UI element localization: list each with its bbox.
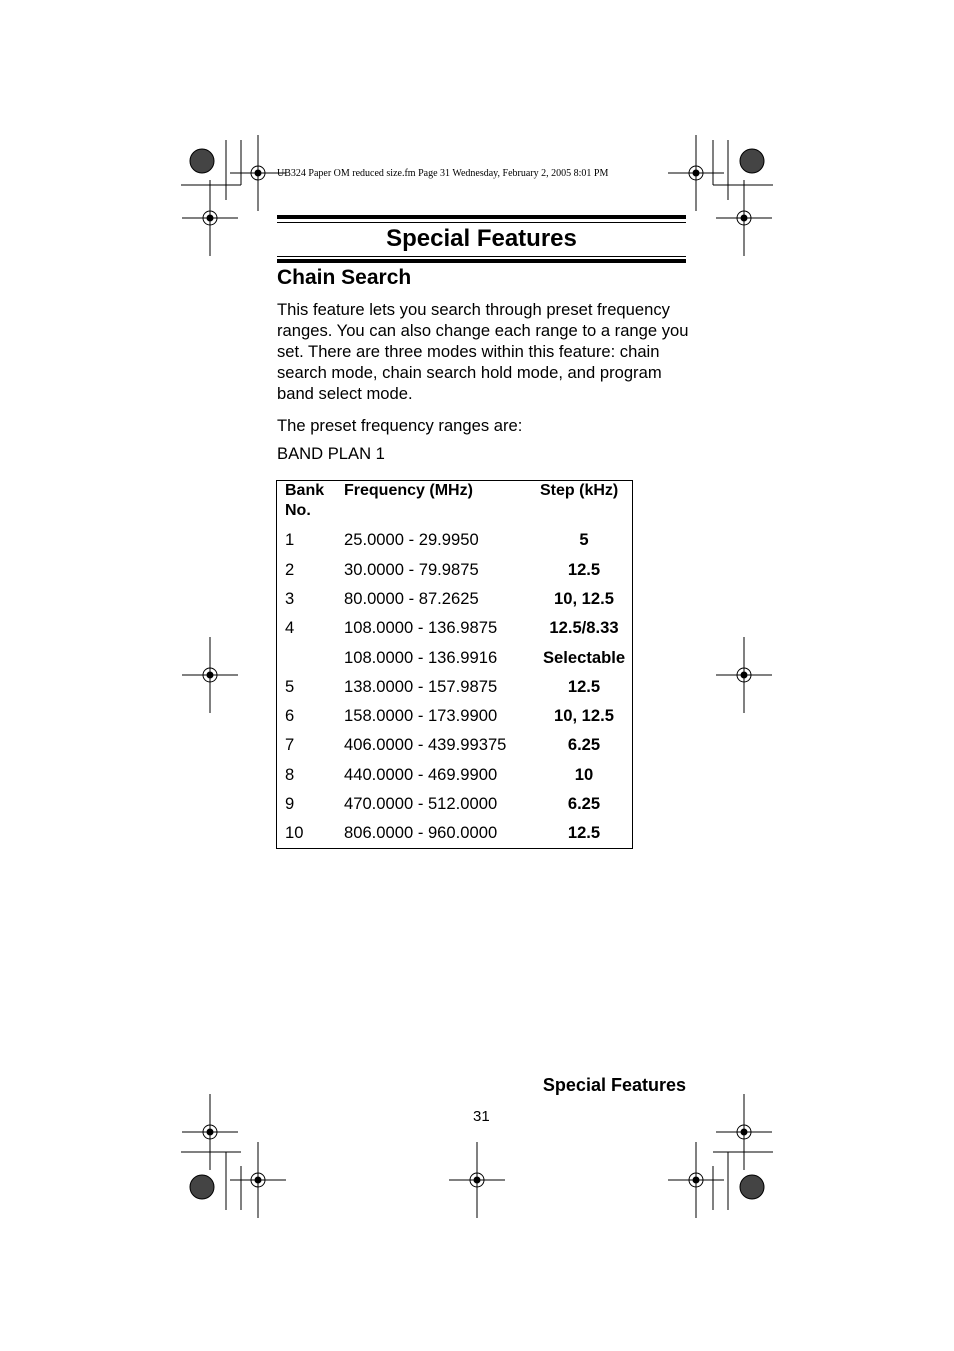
cell-frequency: 30.0000 - 79.9875	[344, 560, 479, 579]
cell-step: Selectable	[542, 648, 626, 667]
cell-bank: 7	[285, 735, 295, 754]
frequency-table	[276, 480, 633, 849]
cell-frequency: 25.0000 - 29.9950	[344, 530, 479, 549]
cell-bank: 2	[285, 560, 295, 579]
title-rule-bottom-thin	[277, 256, 686, 257]
cell-step: 12.5/8.33	[549, 618, 619, 637]
cell-bank: 4	[285, 618, 295, 637]
footer-section-title: Special Features	[542, 1075, 686, 1095]
cell-bank: 10	[285, 823, 304, 842]
cell-step: 12.5	[567, 677, 601, 696]
cell-frequency: 138.0000 - 157.9875	[344, 677, 498, 696]
cell-step: 10	[574, 765, 594, 784]
cell-frequency: 80.0000 - 87.2625	[344, 589, 479, 608]
cell-frequency: 108.0000 - 136.9916	[344, 648, 498, 667]
cell-frequency: 440.0000 - 469.9900	[344, 765, 498, 784]
band-plan-label: BAND PLAN 1	[277, 444, 385, 463]
section-title: Chain Search	[277, 266, 412, 289]
header-step: Step (kHz)	[540, 482, 619, 499]
title-rule-top	[277, 215, 686, 219]
cell-bank: 6	[285, 706, 295, 725]
cell-frequency: 108.0000 - 136.9875	[344, 618, 498, 637]
cell-bank: 8	[285, 765, 295, 784]
cell-frequency: 470.0000 - 512.0000	[344, 794, 498, 813]
page-number: 31	[473, 1108, 490, 1125]
cell-step: 12.5	[567, 823, 601, 842]
cell-bank: 3	[285, 589, 295, 608]
cell-bank: 9	[285, 794, 295, 813]
cell-step: 10, 12.5	[554, 589, 614, 608]
title-rule-top-thin	[277, 222, 686, 223]
cell-step: 10, 12.5	[554, 706, 614, 725]
intro-paragraph: This feature lets you search through preset frequency ranges. You can also change each range to a range you set. There are three modes within this feature: chain search mode, chain search hold mode, and program band select mode.	[277, 300, 689, 403]
title-rule-bottom	[277, 259, 686, 263]
header-bank: Bank No.	[285, 482, 325, 519]
cell-step: 6.25	[567, 794, 601, 813]
preset-label: The preset frequency ranges are:	[277, 416, 523, 435]
cell-frequency: 406.0000 - 439.99375	[344, 735, 507, 754]
header-frequency: Frequency (MHz)	[344, 482, 473, 499]
page-title: Special Features	[386, 225, 577, 252]
file-slug: UB324 Paper OM reduced size.fm Page 31 Wednesday, February 2, 2005 8:01 PM	[277, 168, 609, 179]
cell-bank: 1	[285, 530, 295, 549]
cell-frequency: 158.0000 - 173.9900	[344, 706, 498, 725]
cell-frequency: 806.0000 - 960.0000	[344, 823, 498, 842]
cell-step: 6.25	[567, 735, 601, 754]
cell-step: 5	[579, 530, 589, 549]
cell-step: 12.5	[567, 560, 601, 579]
cell-bank: 5	[285, 677, 295, 696]
